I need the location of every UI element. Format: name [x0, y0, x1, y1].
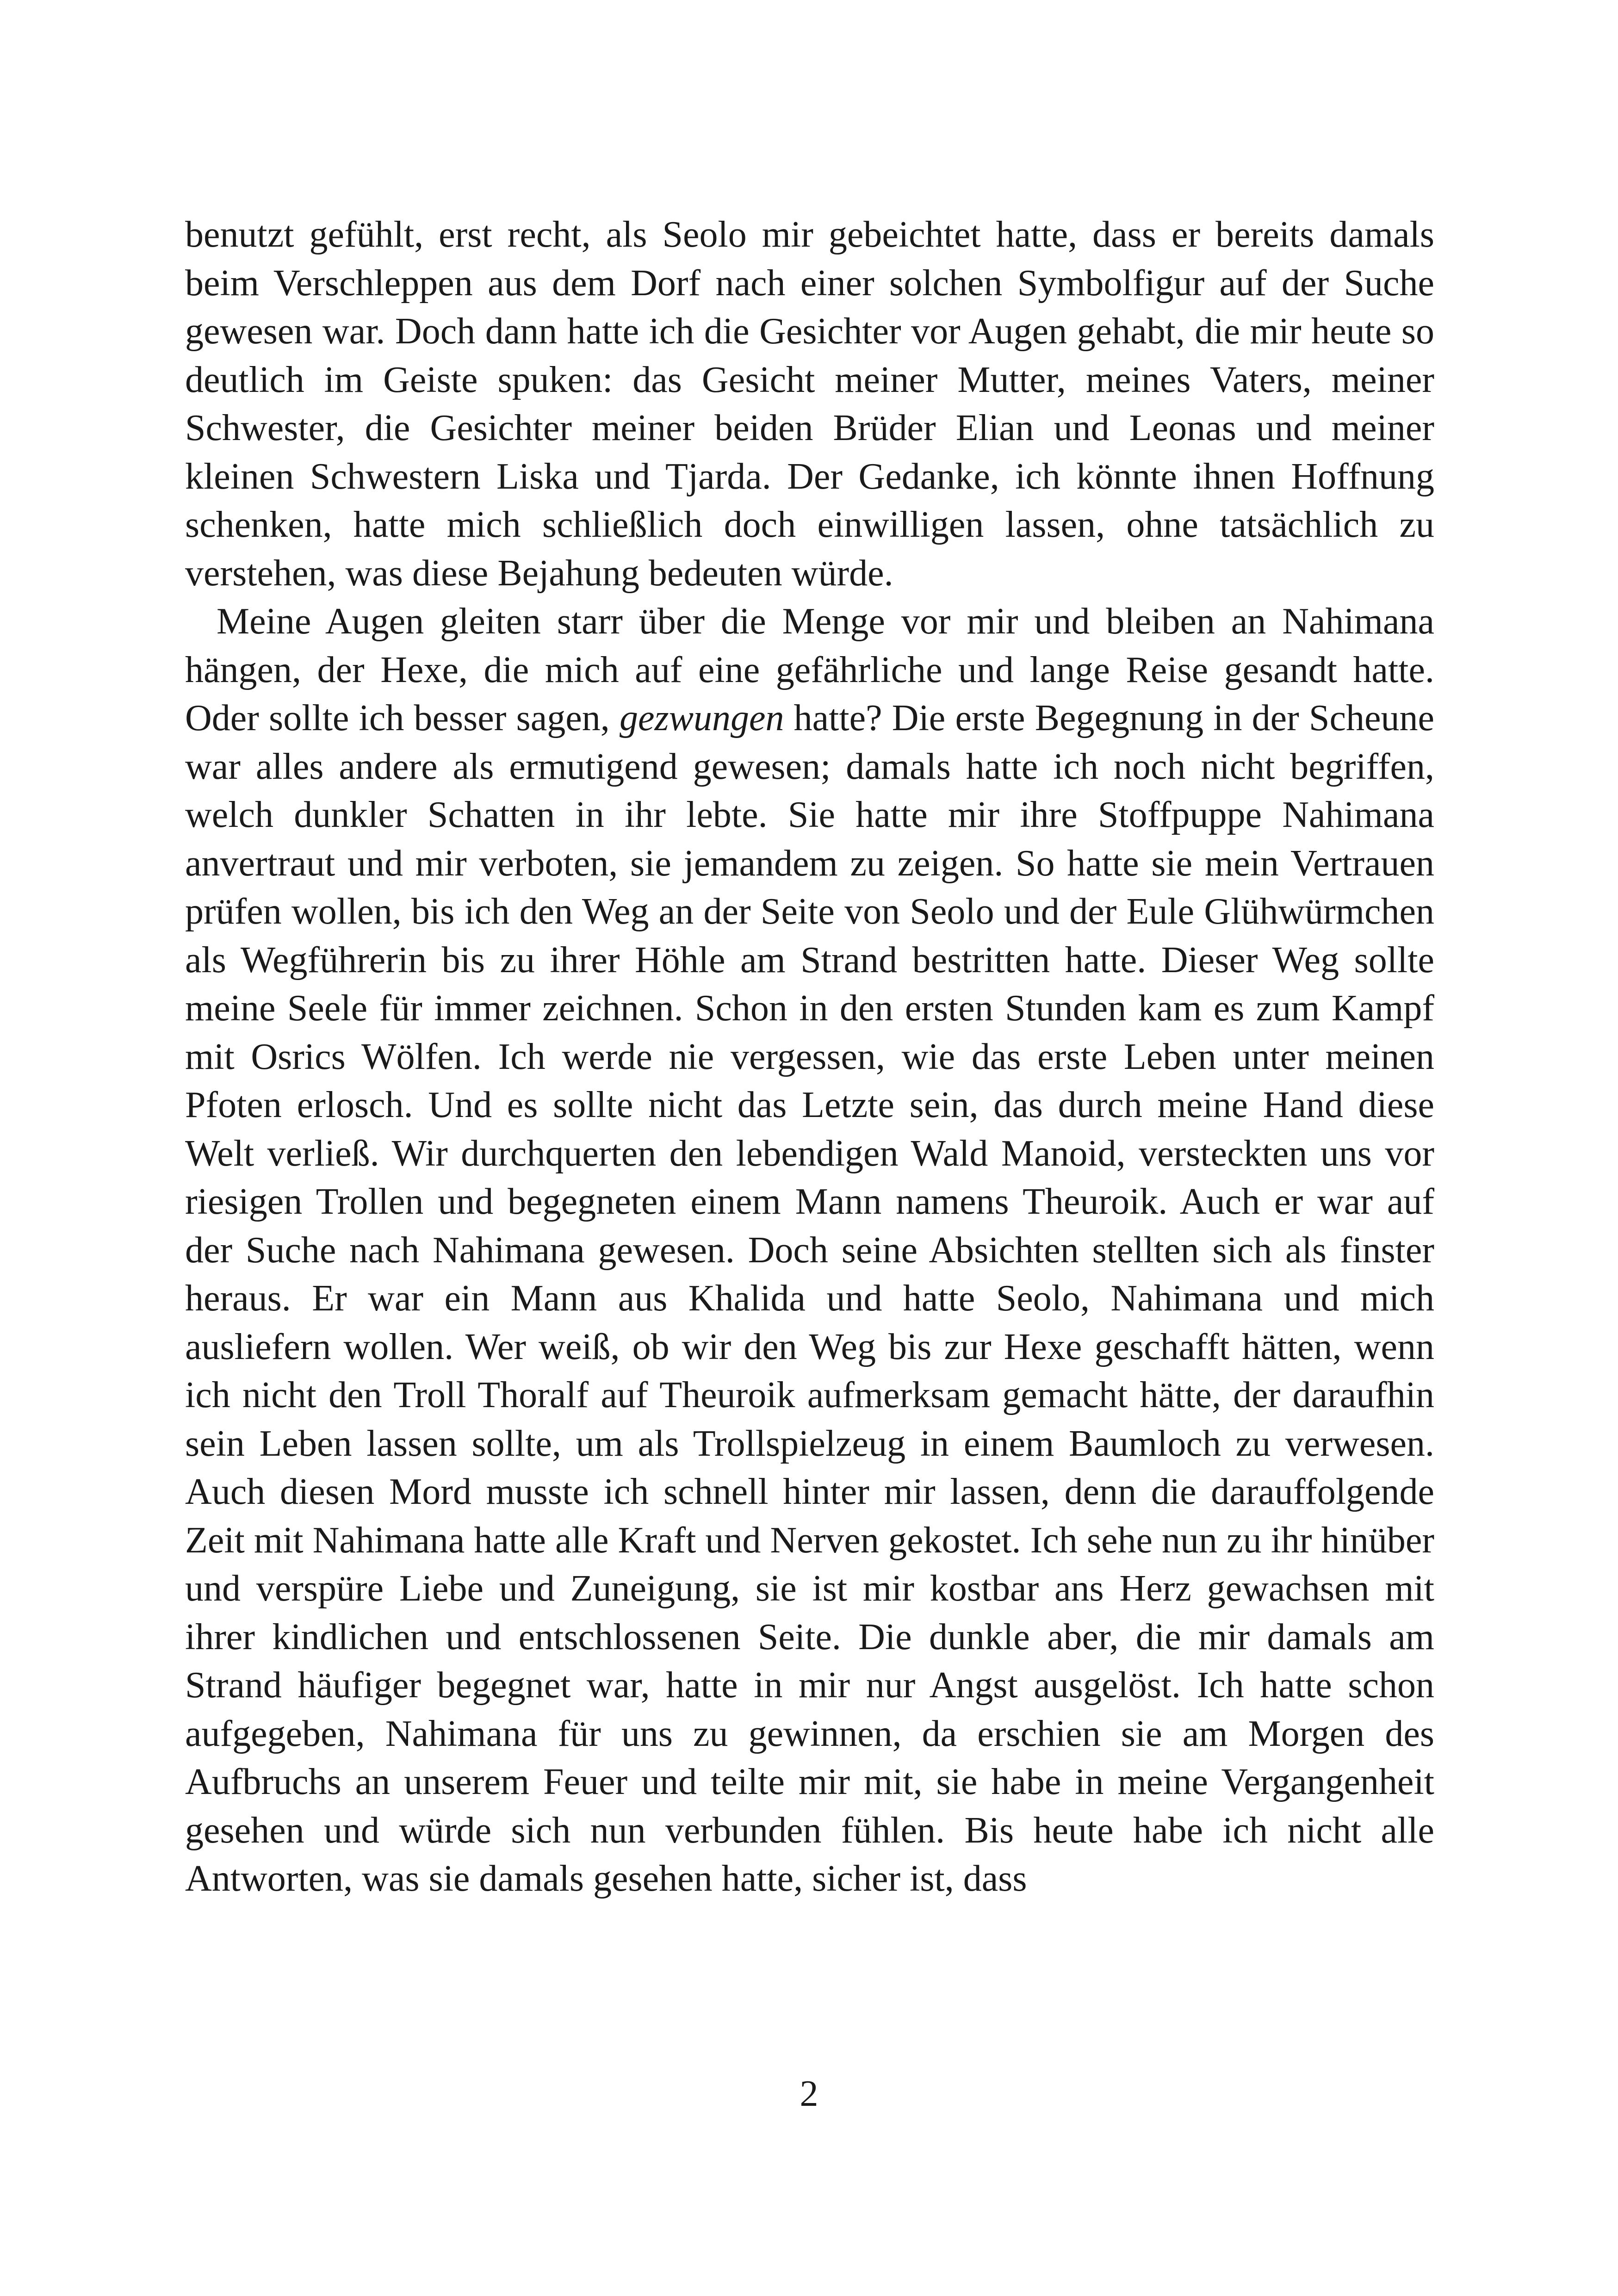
paragraph-text: hatte? Die erste Begegnung in der Scheune war alles andere als ermutigend gewesen; damals hatte ich noch nicht begriffen, welch dunkler Schatten in ihr lebte. Sie hatte mir ihre Stoffpuppe Nahimana anvertraut und mir verboten, sie jemandem zu zeigen. So hatte sie mein Vertrauen prüfen wollen, bis ich den Weg an der Seite von Seolo und der Eule Glühwürmchen als Wegführerin bis zu ihrer Höhle am Strand bestritten hatte. Dieser Weg sollte meine Seele für immer zeichnen. Schon in den ersten Stunden kam es zum Kampf mit Osrics Wölfen. Ich werde nie vergessen, wie das erste Leben unter meinen Pfoten erlosch. Und es sollte nicht das Letzte sein, das durch meine Hand diese Welt verließ. Wir durchquerten den lebendigen Wald Manoid, versteckten uns vor riesigen Trollen und begegneten einem Mann namens Theuroik. Auch er war auf der Suche nach Nahimana gewesen. Doch seine Absichten stellten sich als finster heraus. Er war ein Mann aus Khalida und hatte Seolo, Nahimana und mich ausliefern wollen. Wer weiß, ob wir den Weg bis zur Hexe geschafft hätten, wenn ich nicht den Troll Thoralf auf Theuroik aufmerksam gemacht hätte, der daraufhin sein Leben lassen sollte, um als Trollspielzeug in einem Baumloch zu verwesen. Auch diesen Mord musste ich schnell hinter mir lassen, denn die darauffolgende Zeit mit Nahimana hatte alle Kraft und Nerven gekostet. Ich sehe nun zu ihr hinüber und verspüre Liebe und Zuneigung, sie ist mir kostbar ans Herz gewachsen mit ihrer kindlichen und entschlossenen Seite. Die dunkle aber, die mir damals am Strand häufiger begegnet war, hatte in mir nur Angst ausgelöst. Ich hatte schon aufgegeben, Nahimana für uns zu gewinnen, da erschien sie am Morgen des Aufbruchs an unserem Feuer und teilte mir mit, sie habe in meine Vergangenheit gesehen und würde sich nun verbunden fühlen. Bis heute habe ich nicht alle Antworten, was sie damals gesehen hatte, sicher ist, dass	[185, 698, 1435, 1899]
paragraph-2	[185, 597, 1434, 1903]
paragraph-text: benutzt gefühlt, erst recht, als Seolo mir gebeichtet hatte, dass er bereits damals beim Verschleppen aus dem Dorf nach einer solchen Symbolfigur auf der Suche gewesen war. Doch dann hatte ich die Gesichter vor Augen gehabt, die mir heute so deutlich im Geiste spuken: das Gesicht meiner Mutter, meines Vaters, meiner Schwester, die Gesichter meiner beiden Brüder Elian und Leonas und meiner kleinen Schwestern Liska und Tjarda. Der Gedanke, ich könnte ihnen Hoffnung schenken, hatte mich schließlich doch einwilligen lassen, ohne tatsächlich zu verstehen, was diese Bejahung bedeuten würde.	[185, 214, 1434, 594]
paragraph-1	[185, 211, 1434, 597]
paragraph-text: Meine Augen gleiten starr über die Menge vor mir und bleiben an Nahimana hängen, der Hexe, die mich auf eine gefährliche und lange Reise gesandt hatte. Oder sollte ich besser sagen,	[185, 601, 1434, 738]
page-number: 2	[800, 2073, 818, 2114]
body-text	[185, 211, 1434, 1903]
italic-emphasis: gezwungen	[619, 698, 784, 738]
